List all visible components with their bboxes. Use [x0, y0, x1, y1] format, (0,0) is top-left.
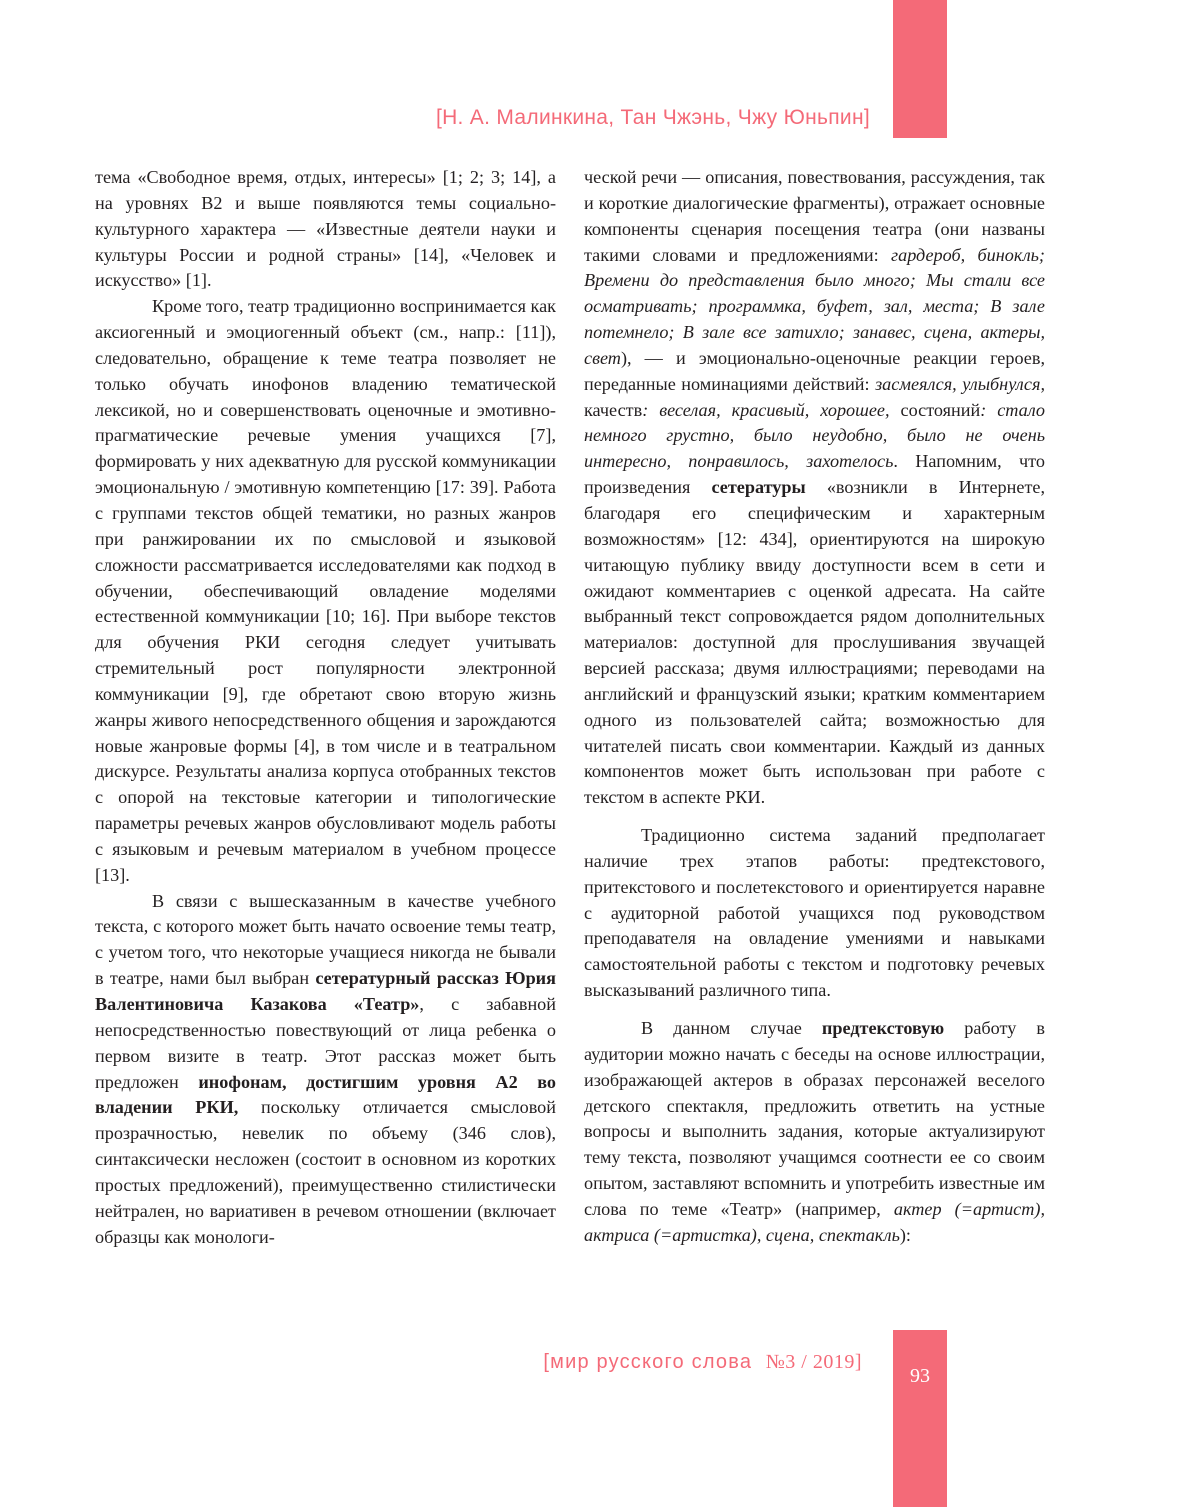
header-accent-bar [893, 0, 947, 138]
paragraph: Традиционно система заданий предполагает наличие трех этапов работы: предтекстового, притекстового и послетекстового и ориентируется наравне с аудиторной работой учащихся под руководством преподавателя на овладение умениями и навыками самостоятельной работы с текстом и подготовку речевых высказываний различного типа. [584, 825, 1045, 1001]
running-footer-journal [543, 1351, 862, 1374]
italic-run: : веселая, красивый, хорошее, [642, 399, 890, 420]
bold-run: инофонам, достигшим уровня А2 во владении РКИ, [95, 1071, 556, 1118]
paragraph [95, 889, 556, 1251]
text-run: состояний [889, 399, 981, 420]
right-column [584, 165, 1045, 1249]
text-run: ): [899, 1224, 911, 1245]
text-run: «возникли в Интернете, благодаря его специфическим и характерным возможностям» [12: 434], ориентируются на широкую читающую публику ввиду доступности всем в сети и ожидают комментариев с оценкой адресата. На сайте выбранный текст сопровождается рядом дополнительных материалов: доступной для прослушивания звучащей версией рассказа; двумя иллюстрациями; переводами на английский и французский языки; кратким комментарием одного из пользователей сайта; возможностью для читателей писать свои комментарии. Каждый из данных компонентов может быть использован при работе с текстом в аспекте РКИ. [584, 477, 1046, 808]
left-column [95, 165, 556, 1250]
page-number: 93 [910, 1365, 930, 1387]
text-run: В связи с вышесказанным в качестве учебного текста, с которого может быть начато освоение темы театр, с учетом того, что некоторые учащиеся никогда не бывали в театре, нами был выбран [95, 890, 556, 989]
paragraph: тема «Свободное время, отдых, интересы» [1; 2; 3; 14], а на уровнях В2 и выше появляются темы социально-культурного характера — «Известные деятели науки и культуры России и родной страны» [14], «Человек и искусство» [1]. [95, 167, 556, 291]
text-run: качеств [584, 399, 643, 420]
running-header-authors: [Н. А. Малинкина, Тан Чжэнь, Чжу Юньпин] [435, 106, 870, 129]
bold-run: сетературы [711, 477, 806, 498]
paragraph: Кроме того, театр традиционно воспринимается как аксиогенный и эмоциогенный объект (см., напр.: [11]), следовательно, обращение к теме театра позволяет не только обучать инофонов владению тематической лексикой, но и совершенствовать оценочные и эмотивно-прагматические речевые умения учащихся [7], формировать у них адекватную для русской коммуникации эмоциональную / эмотивную компетенцию [17: 39]. Работа с группами текстов общей тематики, но разных жанров при ранжировании их по смысловой и языковой сложности рассматривается исследователями как подход в обучении, обеспечивающий овладение моделями естественной коммуникации [10; 16]. При выборе текстов для обучения РКИ сегодня следует учитывать стремительный рост популярности электронной коммуникации [9], где обретают свою вторую жизнь жанры живого непосредственного общения и зарождаются новые жанровые формы [4], в том числе и в театральном дискурсе. Результаты анализа корпуса отобранных текстов с опорой на текстовые категории и типологические параметры речевых жанров обусловливают модель работы с языковым и речевым материалом в учебном процессе [13]. [95, 296, 557, 885]
text-run: . Напомним, что произведения [584, 451, 1045, 498]
paragraph [584, 165, 1045, 811]
text-run: ческой речи — описания, повествования, рассуждения, так и короткие диалогические фрагменты), отражает основные компоненты сценария посещения театра (они названы такими словами и предложениями: [584, 167, 1045, 265]
text-run: поскольку отличается смысловой прозрачностью, невелик по объему (346 слов), синтаксически несложен (состоит в основном из коротких простых предложений), преимущественно стилистически нейтрален, но вариативен в речевом отношении (включает образцы как монологи- [95, 1097, 556, 1247]
issue-number: №3 / 2019] [765, 1351, 862, 1373]
journal-title: [мир русского слова [543, 1351, 753, 1373]
italic-run: : стало немного грустно, было неудобно, было не очень интересно, понравилось, захотелось [584, 399, 1046, 472]
paragraph [584, 1016, 1045, 1249]
bold-run: предтекстовую [821, 1018, 945, 1038]
italic-run: засмеялся, улыбнулся, [875, 373, 1045, 394]
text-run: В данном случае [641, 1018, 822, 1038]
footer-accent-bar [893, 1330, 947, 1507]
text-run: работу в аудитории можно начать с беседы на основе иллюстрации, изображающей актеров в образах персонажей веселого детского спектакля, предложить ответить на устные вопросы и выполнить задания, которые актуализируют тему текста, позволяют учащимся соотнести ее со своим опытом, заставляют вспомнить и употребить известные им слова по теме «Театр» (например, [584, 1018, 1045, 1219]
italic-run: гардероб, бинокль; Времени до представления было много; Мы стали все осматривать; программка, буфет, зал, места; В зале потемнело; В зале все затихло; занавес, сцена, актеры, свет [584, 244, 1045, 368]
bold-run: сетературный рассказ Юрия Валентиновича Казакова «Театр» [95, 968, 556, 1014]
italic-run: актер (=артист), актриса (=артистка), сцена, спектакль [584, 1198, 1045, 1245]
text-run: ), — и эмоционально-оценочные реакции героев, переданные номинациями действий: [584, 347, 1045, 394]
text-run: , с забавной непосредственностью повествующий от лица ребенка о первом визите в театр. Этот рассказ может быть предложен [95, 994, 556, 1092]
